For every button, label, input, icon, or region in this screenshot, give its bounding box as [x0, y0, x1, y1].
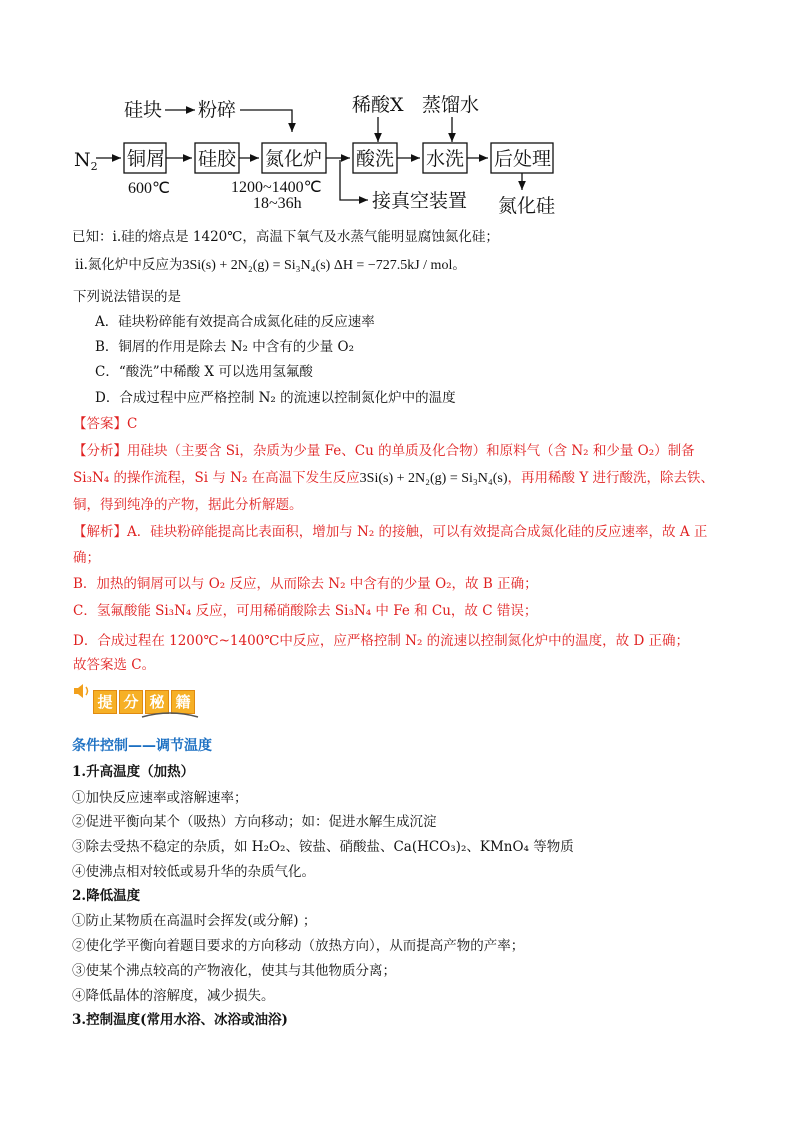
option-c: C．“酸洗”中稀酸 X 可以选用氢氟酸 [95, 364, 313, 380]
known-line-2-equation: 3Si(s) + 2N₂(g) = Si₃N₄(s) ΔH = −727.5kJ / mol [182, 258, 453, 273]
flow-fensui: 粉碎 [198, 99, 237, 121]
final-answer: 故答案选 C。 [73, 657, 156, 673]
option-a: A．硅块粉碎能有效提高合成氮化硅的反应速率 [95, 314, 375, 330]
flow-time-range: 18~36h [253, 195, 302, 212]
flow-vacuum: 接真空装置 [372, 190, 468, 212]
flow-temp600: 600℃ [128, 180, 170, 197]
tips-heading-3: 3.控制温度(常用水浴、冰浴或油浴) [72, 1012, 288, 1028]
explain-line-2: 确； [73, 550, 100, 566]
flow-zhengliushui: 蒸馏水 [422, 94, 480, 116]
flow-danhualu: 氮化炉 [265, 148, 323, 170]
tips-h2-item-3: ③使某个沸点较高的产物液化，使其与其他物质分离； [72, 963, 396, 979]
banner-char-3: 秘 [145, 690, 169, 714]
banner-char-2: 分 [119, 690, 143, 714]
analysis-line-2 [73, 469, 714, 488]
explain-d: D．合成过程在 1200℃~1400℃中反应，应严格控制 N₂ 的流速以控制氮化炉中的温度，故 D 正确； [73, 633, 690, 649]
question-stem: 下列说法错误的是 [73, 289, 181, 305]
flow-guijiao: 硅胶 [198, 148, 237, 170]
tips-h1-item-2: ②促进平衡向某个（吸热）方向移动；如：促进水解生成沉淀 [72, 814, 437, 830]
process-flowchart [0, 0, 800, 230]
analysis-line-1: 【分析】用硅块（主要含 Si，杂质为少量 Fe、Cu 的单质及化合物）和原料气（含 N₂ 和少量 O₂）制备 [73, 443, 695, 459]
banner-char-1: 提 [93, 690, 117, 714]
tips-h1-item-3: ③除去受热不稳定的杂质，如 H₂O₂、铵盐、硝酸盐、Ca(HCO₃)₂、KMnO₄ 等物质 [72, 839, 574, 855]
tips-title: 条件控制——调节温度 [72, 738, 212, 754]
arrow-fensui-furnace [240, 110, 292, 132]
explain-c: C．氢氟酸能 Si₃N₄ 反应，可用稀硝酸除去 Si₃N₄ 中 Fe 和 Cu，故 C 错误； [73, 603, 538, 619]
answer-line: 【答案】C [73, 416, 138, 432]
flow-suanxi: 酸洗 [356, 148, 395, 170]
flow-temp-range: 1200~1400℃ [231, 179, 322, 196]
flow-xisuanx: 稀酸X [352, 94, 404, 116]
analysis-line-3: 铜，得到纯净的产物，据此分析解题。 [73, 497, 303, 513]
flow-n2: $N_2$ [74, 149, 98, 173]
option-d: D．合成过程中应严格控制 N₂ 的流速以控制氮化炉中的温度 [95, 390, 456, 406]
flow-product: 氮化硅 [498, 195, 556, 217]
flow-shuixi: 水洗 [426, 148, 465, 170]
speaker-icon [72, 682, 92, 700]
banner-char-4: 籍 [171, 690, 195, 714]
flow-guikuai: 硅块 [124, 99, 163, 121]
tips-h1-item-1: ①加快反应速率或溶解速率； [72, 790, 248, 806]
explain-b: B．加热的铜屑可以与 O₂ 反应，从而除去 N₂ 中含有的少量 O₂，故 B 正确； [73, 576, 538, 592]
tips-h2-item-1: ①防止某物质在高温时会挥发(或分解) ； [72, 913, 317, 929]
known-line-1: 已知：ⅰ.硅的熔点是 1420℃，高温下氧气及水蒸气能明显腐蚀氮化硅； [72, 229, 499, 245]
explain-line-1: 【解析】A．硅块粉碎能提高比表面积，增加与 N₂ 的接触，可以有效提高合成氮化硅的反应速率，故 A 正 [73, 524, 708, 540]
analysis-line-2-suffix: ，再用稀酸 Y 进行酸洗，除去铁、 [507, 470, 715, 486]
known-line-2-suffix: 。 [452, 257, 466, 273]
flow-tongxie: 铜屑 [127, 148, 166, 170]
banner-swoosh-icon [140, 711, 200, 719]
tips-h2-item-4: ④降低晶体的溶解度，减少损失。 [72, 988, 275, 1004]
analysis-line-2-equation: 3Si(s) + 2N₂(g) = Si₃N₄(s) [359, 471, 508, 486]
option-b: B．铜屑的作用是除去 N₂ 中含有的少量 O₂ [95, 339, 354, 355]
tips-heading-2: 2.降低温度 [72, 888, 141, 904]
tips-h2-item-2: ②使化学平衡向着题目要求的方向移动（放热方向），从而提高产物的产率； [72, 938, 525, 954]
tips-heading-1: 1.升高温度（加热） [72, 764, 195, 780]
tips-h1-item-4: ④使沸点相对较低或易升华的杂质气化。 [72, 864, 315, 880]
analysis-line-2-prefix: Si₃N₄ 的操作流程，Si 与 N₂ 在高温下发生反应 [73, 470, 360, 486]
known-line-2 [75, 256, 466, 275]
flow-houchuli: 后处理 [494, 148, 552, 170]
known-line-2-prefix: ⅱ.氮化炉中反应为 [75, 257, 183, 273]
